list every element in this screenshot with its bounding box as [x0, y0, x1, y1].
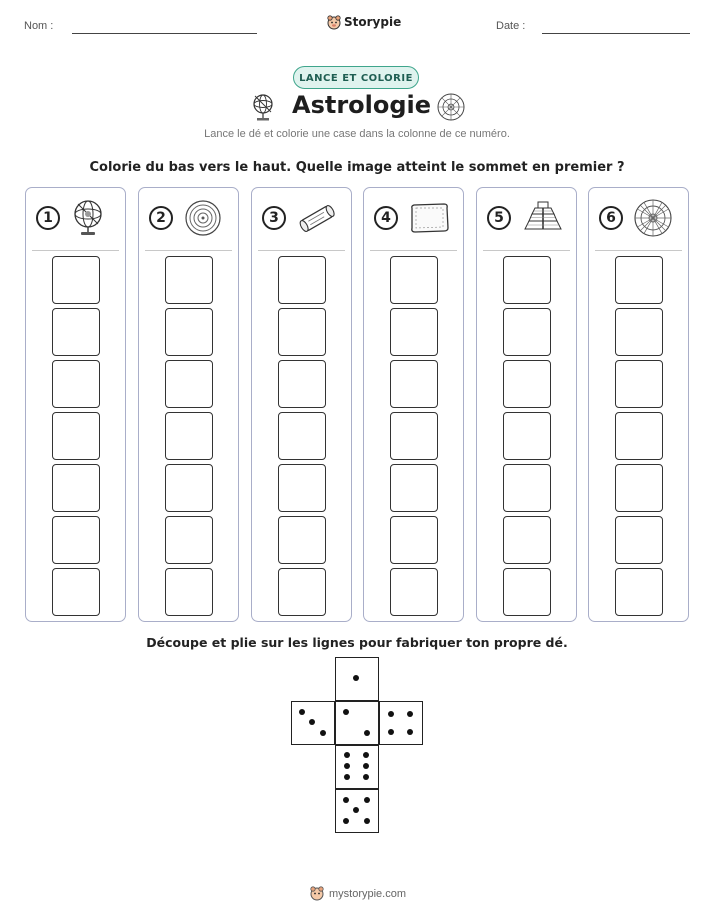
subtitle: Lance le dé et colorie une case dans la colonne de ce numéro.	[204, 128, 510, 140]
color-cell[interactable]	[278, 308, 326, 356]
color-cell[interactable]	[52, 568, 100, 616]
pip	[388, 711, 394, 717]
pip	[407, 729, 413, 735]
column-4	[363, 187, 464, 622]
color-cell[interactable]	[503, 464, 551, 512]
color-cell[interactable]	[390, 308, 438, 356]
color-cell[interactable]	[52, 360, 100, 408]
color-cell[interactable]	[390, 464, 438, 512]
column-divider	[258, 250, 345, 251]
column-number: 2	[149, 206, 173, 230]
die-face-4	[379, 701, 423, 745]
column-2	[138, 187, 239, 622]
name-label: Nom :	[24, 20, 54, 32]
color-cell[interactable]	[278, 256, 326, 304]
color-cell[interactable]	[615, 568, 663, 616]
pip	[299, 709, 305, 715]
pip	[388, 729, 394, 735]
pip	[364, 730, 370, 736]
color-cell[interactable]	[165, 568, 213, 616]
color-cell[interactable]	[503, 412, 551, 460]
color-cell[interactable]	[503, 256, 551, 304]
pip	[344, 774, 350, 780]
color-cell[interactable]	[278, 516, 326, 564]
zodiac-wheel-icon	[633, 198, 677, 238]
color-cell[interactable]	[165, 464, 213, 512]
pip	[343, 797, 349, 803]
date-line	[542, 33, 690, 34]
column-3	[251, 187, 352, 622]
color-cell[interactable]	[165, 308, 213, 356]
color-cell[interactable]	[165, 256, 213, 304]
column-divider	[370, 250, 457, 251]
die-face-5	[335, 789, 379, 833]
color-cell[interactable]	[52, 412, 100, 460]
pip	[363, 774, 369, 780]
color-cell[interactable]	[390, 568, 438, 616]
column-number: 1	[36, 206, 60, 230]
pip	[344, 752, 350, 758]
color-cell[interactable]	[52, 464, 100, 512]
zodiac-wheel-icon	[437, 93, 465, 121]
pip	[343, 818, 349, 824]
pip	[363, 763, 369, 769]
color-cell[interactable]	[165, 516, 213, 564]
color-cell[interactable]	[278, 464, 326, 512]
pip	[320, 730, 326, 736]
column-number: 4	[374, 206, 398, 230]
column-5	[476, 187, 577, 622]
column-6	[588, 187, 689, 622]
color-cell[interactable]	[615, 360, 663, 408]
instruction: Colorie du bas vers le haut. Quelle image atteint le sommet en premier ?	[89, 160, 625, 175]
column-number: 3	[262, 206, 286, 230]
column-number: 5	[487, 206, 511, 230]
pip	[353, 675, 359, 681]
scroll-icon	[296, 198, 340, 238]
color-cell[interactable]	[503, 308, 551, 356]
color-cell[interactable]	[390, 256, 438, 304]
storypie-logo-icon	[309, 885, 325, 901]
pip	[364, 797, 370, 803]
pyramid-icon	[521, 198, 565, 238]
pip	[343, 709, 349, 715]
activity-badge: LANCE ET COLORIE	[293, 66, 419, 89]
stone-tablet-icon	[408, 198, 452, 238]
die-face-1	[335, 657, 379, 701]
color-cell[interactable]	[503, 360, 551, 408]
color-cell[interactable]	[503, 568, 551, 616]
color-cell[interactable]	[615, 308, 663, 356]
color-cell[interactable]	[615, 256, 663, 304]
color-cell[interactable]	[503, 516, 551, 564]
color-cell[interactable]	[52, 516, 100, 564]
color-cell[interactable]	[615, 516, 663, 564]
column-number: 6	[599, 206, 623, 230]
color-cell[interactable]	[390, 516, 438, 564]
column-divider	[32, 250, 119, 251]
brand-name: Storypie	[344, 15, 402, 29]
column-divider	[483, 250, 570, 251]
footer-website[interactable]: mystorypie.com	[329, 888, 407, 900]
column-1	[25, 187, 126, 622]
pip	[363, 752, 369, 758]
color-cell[interactable]	[278, 412, 326, 460]
date-label: Date :	[496, 20, 526, 32]
color-cell[interactable]	[165, 412, 213, 460]
color-cell[interactable]	[278, 568, 326, 616]
die-face-2	[335, 701, 379, 745]
color-cell[interactable]	[278, 360, 326, 408]
color-cell[interactable]	[52, 308, 100, 356]
storypie-logo-icon	[326, 14, 342, 30]
color-cell[interactable]	[390, 412, 438, 460]
pip	[407, 711, 413, 717]
column-divider	[145, 250, 232, 251]
die-face-3	[291, 701, 335, 745]
armillary-sphere-icon	[70, 198, 114, 238]
page-title: Astrologie	[292, 91, 432, 119]
color-cell[interactable]	[615, 464, 663, 512]
pip	[353, 807, 359, 813]
pip	[309, 719, 315, 725]
color-cell[interactable]	[165, 360, 213, 408]
color-cell[interactable]	[615, 412, 663, 460]
concentric-circles-icon	[183, 198, 227, 238]
name-line	[72, 33, 257, 34]
color-cell[interactable]	[52, 256, 100, 304]
pip	[364, 818, 370, 824]
globe-icon	[250, 92, 276, 122]
column-divider	[595, 250, 682, 251]
color-cell[interactable]	[390, 360, 438, 408]
die-face-6	[335, 745, 379, 789]
pip	[344, 763, 350, 769]
die-instruction: Découpe et plie sur les lignes pour fabriquer ton propre dé.	[146, 635, 568, 650]
